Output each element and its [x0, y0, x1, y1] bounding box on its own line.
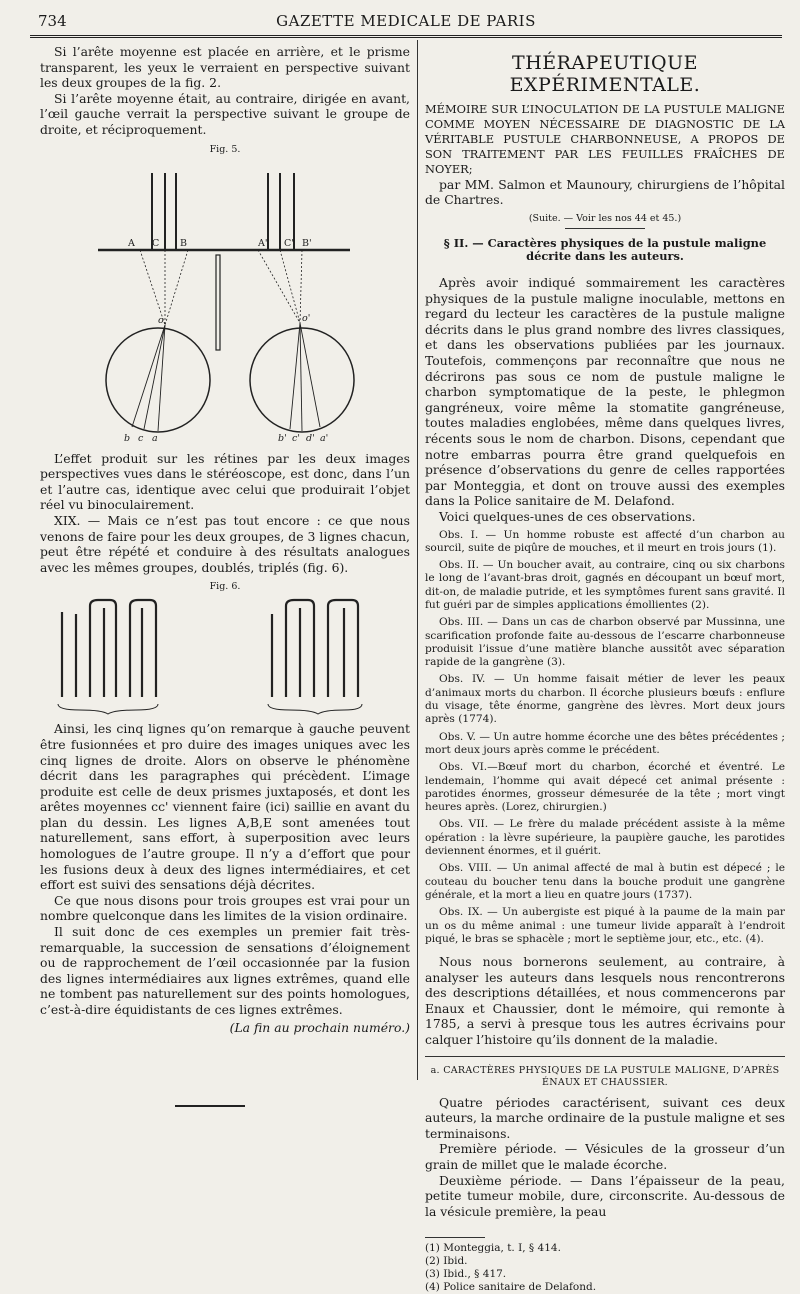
- observation: Obs. I. — Un homme robuste est affecté d’un charbon au sourcil, suite de piqûre de mouches, et il meurt en trois jours (1).: [425, 528, 785, 554]
- section-title: THÉRAPEUTIQUE EXPÉRIMENTALE.: [509, 52, 701, 96]
- observation: Obs. VIII. — Un animal affecté de mal à butin est dépecé ; le couteau du boucher tenu dans la bouche produit une gangrène générale, et la mort a lieu en quatre jours (1737).: [425, 862, 785, 901]
- fig5-letter: b': [278, 432, 287, 444]
- observation: Obs. V. — Un autre homme écorche une des bêtes précédentes ; mort deux jours après comme le précédent.: [425, 730, 785, 756]
- paragraph: Après avoir indiqué sommairement les caractères physiques de la pustule maligne inoculable, mettons en regard du lecteur les caractères de la pustule maligne décrits dans le plus grand nombre des livres classiques, et dans les observations publiées par les journaux. Toutefois, commençons par reconnaître que nous ne décrirons pas sous ce nom de pustule maligne le charbon symptomatique de la peste, le phlegmon gangréneux, voire même la stomatite gangréneuse, toutes maladies englobées, même dans quelques livres, récents sous le nom de charbon. Disons, cependant que notre embarras pourra être grand quelquefois en présence d’observations du genre de celles rapportées par Monteggia, et dont on trouve aussi des exemples dans la Police sanitaire de M. Delafond.: [425, 275, 785, 509]
- footnote: (1) Monteggia, t. I, § 414.: [425, 1242, 561, 1255]
- paragraph: L’effet produit sur les rétines par les deux images perspectives vues dans le stéréoscope, est donc, dans l’un et l’autre cas, identique avec celui que produirait l’objet réel vu binoculairement.: [40, 450, 410, 513]
- footnote: (3) Ibid., § 417.: [425, 1268, 507, 1281]
- observation: Obs. VII. — Le frère du malade précédent assiste à la même opération : la lèvre supérieure, la paupière gauche, les parotides deviennent énormes, et il guérit.: [425, 818, 785, 858]
- footnote-rule: [425, 1237, 485, 1238]
- right-column: [425, 44, 785, 1294]
- continuation-note: (La fin au prochain numéro.): [229, 1019, 410, 1035]
- fig5-letter: A: [128, 237, 135, 249]
- fig5-letter: b: [124, 432, 131, 444]
- figure-6-label: Fig. 6.: [209, 581, 241, 593]
- paragraph: Il suit donc de ces exemples un premier fait très-remarquable, la succession de sensations d’éloignement ou de rapprochement de l’œil occasionnée par la fusion des lignes intermédiaires aux lignes extrêmes, quand elle ne tombent pas naturellement sur des points homologues, c’est-à-dire équidistants de ces lignes extrêmes.: [40, 924, 410, 1017]
- fig5-letter: a': [320, 432, 329, 444]
- left-column: [40, 44, 410, 1107]
- fig5-letter: B: [180, 237, 187, 249]
- paragraph: Si l’arête moyenne est placée en arrière, et le prisme transparent, les yeux le verraient en perspective suivant les deux groupes de la fig. 2.: [40, 44, 410, 91]
- observation: Obs. IX. — Un aubergiste est piqué à la paume de la main par un os du même animal : une tumeur livide apparaît à l’endroit piqué, le bras se sphacèle ; mort le septième jour, etc., etc. (4).: [425, 906, 785, 945]
- paragraph: Ce que nous disons pour trois groupes est vrai pour un nombre quelconque dans les limites de la vision ordinaire.: [40, 892, 410, 924]
- footnote: (4) Police sanitaire de Delafond.: [425, 1281, 597, 1294]
- fig5-letter: d': [306, 432, 315, 444]
- observations-list: [425, 529, 785, 947]
- paragraph: Première période. — Vésicules de la grosseur d’un grain de millet que le malade écorche.: [425, 1141, 785, 1173]
- paragraph: Voici quelques-unes de ces observations.: [439, 508, 696, 524]
- footnote: (2) Ibid.: [425, 1255, 468, 1268]
- observation: Obs. VI.—Bœuf mort du charbon, écorché et éventré. Le lendemain, l’homme qui avait dépecé cet animal présente : parotides énormes, grosseur démesurée de la tête ; mort vingt heures après. (Lorez, chirurgien.): [425, 761, 785, 814]
- memoir-title: MÉMOIRE SUR L’INOCULATION DE LA PUSTULE MALIGNE COMME MOYEN NÉCESSAIRE DE DIAGNOSTIC DE LA VÉRITABLE PUSTULE CHARBONNEUSE, A PROPOS DE SON TRAITEMENT PAR LES FEUILLES FRAÎCHES DE NOYER;: [425, 102, 785, 176]
- page-number: 734: [38, 12, 67, 30]
- section-heading: § II. — Caractères physiques de la pustule maligne décrite dans les auteurs.: [443, 236, 767, 263]
- observation: Obs. III. — Dans un cas de charbon observé par Mussinna, une scarification profonde faite au-dessous de l’escarre charbonneuse produisit l’issue d’une matière blanche aussitôt avec séparation rapide de la gangrène (3).: [425, 616, 785, 669]
- paragraph: Ainsi, les cinq lignes qu’on remarque à gauche peuvent être fusionnées et pro duire des images uniques avec les cinq lignes de droite. Alors on observe le phénomène décrit dans les paragraphes qui précèdent. L’image produite est celle de deux prismes juxtaposés, et dont les arêtes moyennes cc' viennent faire (ici) saillie en avant du plan du dessin. Les lignes A,B,E sont amenées tout naturellement, sans effort, à superposition avec leurs homologues de l’autre groupe. Il n’y a d’effort que pour les fusions deux à deux des lignes intermédiaires, et cet effort est suivi des sensations déjà décrites.: [40, 721, 410, 893]
- fig5-letter: A': [258, 237, 268, 249]
- fig5-letter: a: [152, 432, 158, 444]
- figure-5-label: Fig. 5.: [209, 143, 241, 155]
- paragraph: XIX. — Mais ce n’est pas tout encore : ce que nous venons de faire pour les deux groupes, de 3 lignes chacun, peut être répété et conduire à des résultats analogues avec les mêmes groupes, doublés, triplés (fig. 6).: [40, 512, 410, 575]
- column-divider: [417, 40, 418, 1080]
- subsection-heading: a. CARACTÈRES PHYSIQUES DE LA PUSTULE MALIGNE, D’APRÈS ÉNAUX ET CHAUSSIER.: [430, 1064, 780, 1088]
- page-header: [30, 12, 782, 36]
- journal-title: GAZETTE MEDICALE DE PARIS: [276, 12, 536, 30]
- fig5-letter: B': [302, 237, 312, 249]
- fig5-letter: c': [292, 432, 300, 444]
- paragraph: Quatre périodes caractérisent, suivant ces deux auteurs, la marche ordinaire de la pustule maligne et ses terminaisons.: [425, 1094, 785, 1141]
- short-rule: [565, 228, 645, 229]
- memoir-authors: par MM. Salmon et Maunoury, chirurgiens de l’hôpital de Chartres.: [425, 177, 785, 207]
- paragraph: Deuxième période. — Dans l’épaisseur de la peau, petite tumeur mobile, dure, circonscrite. Au-dessous de la vésicule première, la peau: [425, 1172, 785, 1219]
- end-rule: [175, 1105, 245, 1107]
- observation: Obs. IV. — Un homme faisait métier de lever les peaux d’animaux morts du charbon. Il écorche plusieurs bœufs : enflure du visage, tête énorme, gangrène des lèvres. Mort deux jours après (1774).: [425, 673, 785, 726]
- suite-note: (Suite. — Voir les nos 44 et 45.): [528, 213, 682, 224]
- observation: Obs. II. — Un boucher avait, au contraire, cinq ou six charbons le long de l’avant-bras droit, gagnés en découpant un bœuf mort, dit-on, de maladie putride, et les symptômes furent sans gravité. Il fut guéri par de simples applications émollientes (2).: [425, 559, 785, 611]
- header-rule: [30, 35, 782, 38]
- fig5-letter: c: [138, 432, 144, 444]
- fig5-letter: C': [284, 237, 294, 249]
- figure-5-diagram: [40, 155, 410, 445]
- fig5-letter: C: [152, 237, 160, 249]
- fig5-letter: o: [158, 314, 164, 326]
- figure-6-diagram: [40, 592, 410, 717]
- rule: [425, 1056, 785, 1057]
- paragraph: Si l’arête moyenne était, au contraire, dirigée en avant, l’œil gauche verrait la perspective suivant le groupe de droite, et réciproquement.: [40, 90, 410, 137]
- footnotes: [425, 1242, 785, 1294]
- fig5-letter: o': [302, 312, 311, 324]
- paragraph: Nous nous bornerons seulement, au contraire, à analyser les auteurs dans lesquels nous rencontrerons des descriptions détaillées, et nous commencerons par Enaux et Chaussier, dont le mémoire, qui remonte à 1785, a servi à presque tous les autres écrivains pour calquer l’histoire qu’ils donnent de la maladie.: [425, 954, 785, 1048]
